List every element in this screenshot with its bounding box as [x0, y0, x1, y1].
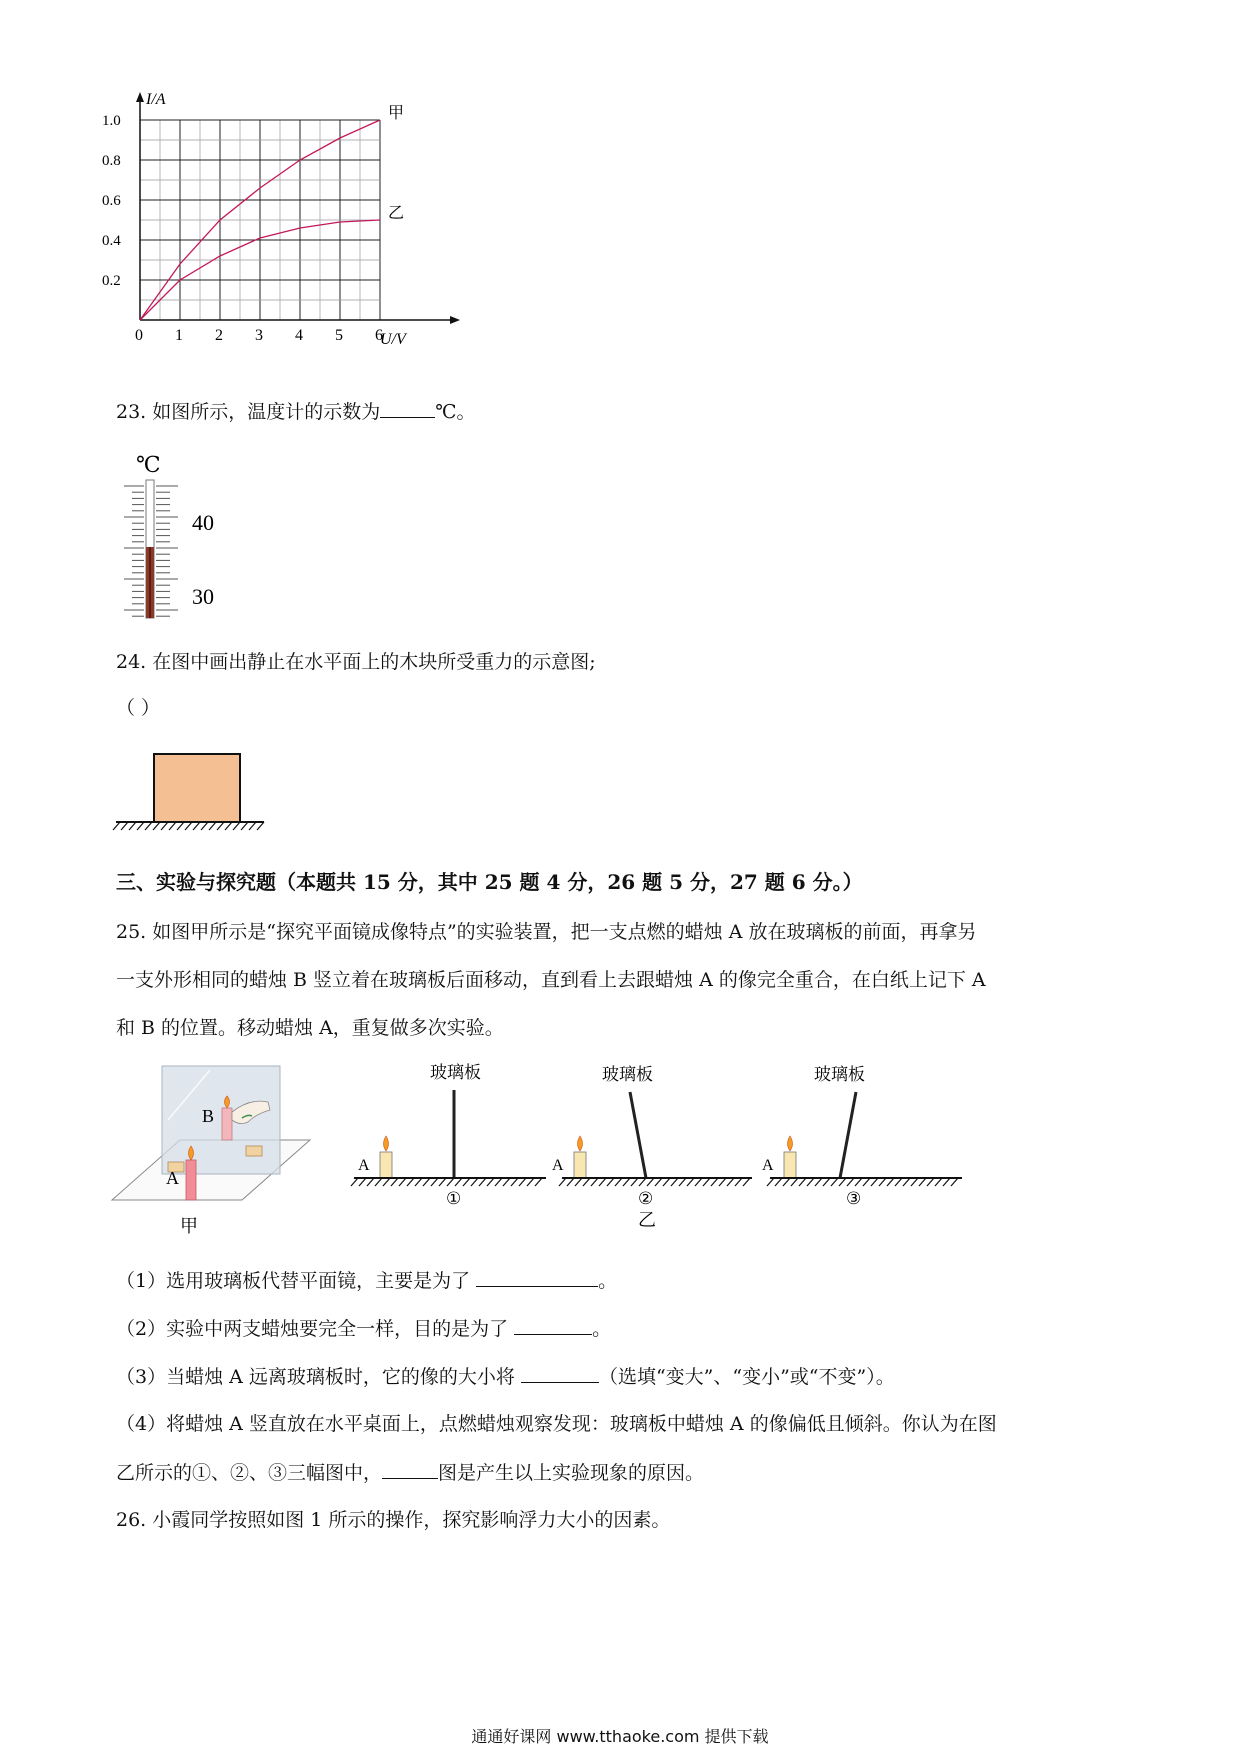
- hatch-mark: [719, 1178, 726, 1186]
- hatch-mark: [233, 822, 240, 830]
- hatch-mark: [631, 1178, 638, 1186]
- q23-text: 23. 如图所示，温度计的示数为: [116, 401, 381, 423]
- chart-axes: [136, 92, 460, 324]
- hatch-mark: [591, 1178, 598, 1186]
- hatch-mark: [383, 1178, 390, 1186]
- hatch-mark: [799, 1178, 806, 1186]
- chart-grid: [140, 120, 380, 320]
- setup-3-glass: [840, 1092, 856, 1178]
- hatch-mark: [815, 1178, 822, 1186]
- hatch-mark: [679, 1178, 686, 1186]
- hatch-mark: [943, 1178, 950, 1186]
- hatch-mark: [399, 1178, 406, 1186]
- q23-answer-blank[interactable]: [380, 397, 435, 418]
- y-axis-label: I/A: [146, 91, 166, 108]
- setup-2: [552, 1065, 752, 1230]
- hatch-mark: [129, 822, 136, 830]
- hatch-mark: [511, 1178, 518, 1186]
- y-tick-label: 0.2: [102, 273, 121, 289]
- thermometer-unit: ℃: [136, 452, 161, 477]
- setup-2-glass-label: 玻璃板: [602, 1065, 653, 1084]
- hatch-mark: [831, 1178, 838, 1186]
- setup-2-number: ②: [638, 1189, 654, 1208]
- hatch-mark: [351, 1178, 358, 1186]
- hatch-mark: [903, 1178, 910, 1186]
- hatch-mark: [145, 822, 152, 830]
- q25-sub-4-line-1: （4）将蜡烛 A 竖直放在水平桌面上，点燃蜡烛观察发现：玻璃板中蜡烛 A 的像偏低且倾斜。你认为在图: [116, 1413, 997, 1435]
- hatch-mark: [535, 1178, 542, 1186]
- q23-text-after: ℃。: [435, 401, 476, 423]
- y-tick-label: 0.8: [102, 153, 121, 169]
- q25-sub-4-end: 图是产生以上实验现象的原因。: [438, 1462, 705, 1484]
- wood-block: [154, 754, 240, 822]
- q25-sub-1-text: （1）选用玻璃板代替平面镜，主要是为了: [116, 1270, 471, 1292]
- q25-sub-4-text: 乙所示的①、②、③三幅图中，: [116, 1462, 383, 1484]
- x-axis-label: U/V: [380, 331, 406, 348]
- hatch-mark: [615, 1178, 622, 1186]
- hatch-mark: [495, 1178, 502, 1186]
- setup-1-label-a: A: [358, 1157, 370, 1174]
- q25-sub-4-line-2: [116, 1458, 704, 1487]
- hatch-mark: [367, 1178, 374, 1186]
- wood-block-figure: [112, 748, 272, 848]
- x-tick-label: 4: [295, 327, 303, 344]
- series-label-1: 甲: [388, 105, 405, 122]
- hatch-mark: [225, 822, 232, 830]
- hatch-mark: [249, 822, 256, 830]
- hatch-mark: [671, 1178, 678, 1186]
- q23-question: [116, 397, 476, 426]
- hatch-mark: [407, 1178, 414, 1186]
- label-b-jia: B: [202, 1106, 215, 1126]
- hatch-mark: [169, 822, 176, 830]
- hatch-mark: [791, 1178, 798, 1186]
- hatch-mark: [463, 1178, 470, 1186]
- hatch-mark: [113, 822, 120, 830]
- figure-jia: [110, 1060, 320, 1240]
- hatch-mark: [655, 1178, 662, 1186]
- q25-sub-2-text: （2）实验中两支蜡烛要完全一样，目的是为了: [116, 1318, 509, 1340]
- glass-plate: [162, 1066, 280, 1174]
- q25-sub-1-blank[interactable]: [476, 1266, 598, 1287]
- hatch-mark: [479, 1178, 486, 1186]
- q25-sub-1: [116, 1266, 617, 1295]
- hatch-mark: [137, 822, 144, 830]
- hatch-mark: [177, 822, 184, 830]
- hatch-mark: [879, 1178, 886, 1186]
- hatch-mark: [153, 822, 160, 830]
- hatch-mark: [575, 1178, 582, 1186]
- figure-yi: [350, 1058, 990, 1238]
- hatch-mark: [855, 1178, 862, 1186]
- setup-2-glass: [630, 1092, 646, 1178]
- y-tick-label: 0.6: [102, 193, 121, 209]
- x-tick-label: 1: [175, 327, 183, 344]
- hatch-mark: [599, 1178, 606, 1186]
- hatch-mark: [519, 1178, 526, 1186]
- q25-sub-2-end: 。: [592, 1318, 612, 1340]
- hatch-mark: [911, 1178, 918, 1186]
- hatch-mark: [847, 1178, 854, 1186]
- chart-ticks: [102, 113, 383, 344]
- hatch-mark: [423, 1178, 430, 1186]
- support-right: [246, 1146, 262, 1156]
- hatch-mark: [201, 822, 208, 830]
- x-tick-label: 3: [255, 327, 263, 344]
- hatch-mark: [567, 1178, 574, 1186]
- x-tick-label: 6: [375, 327, 383, 344]
- page-footer: 通通好课网 www.tthaoke.com 提供下载: [471, 1727, 769, 1746]
- setup-3: [762, 1065, 962, 1208]
- ground-hatching: [113, 822, 264, 830]
- iu-chart: [100, 90, 460, 390]
- hatch-mark: [775, 1178, 782, 1186]
- y-tick-label: 1.0: [102, 113, 121, 129]
- q24-question: 24. 在图中画出静止在水平面上的木块所受重力的示意图;: [116, 651, 596, 673]
- series-label-2: 乙: [388, 205, 405, 222]
- x-tick-label: 2: [215, 327, 223, 344]
- thermometer-label-30: 30: [192, 584, 214, 609]
- hatch-mark: [687, 1178, 694, 1186]
- hatch-mark: [193, 822, 200, 830]
- hatch-mark: [639, 1178, 646, 1186]
- setup-3-number: ③: [846, 1189, 862, 1208]
- q25-sub-3-blank[interactable]: [521, 1362, 599, 1383]
- hatch-mark: [439, 1178, 446, 1186]
- setup-1-candle: [380, 1152, 392, 1178]
- hatch-mark: [431, 1178, 438, 1186]
- hatch-mark: [871, 1178, 878, 1186]
- thermometer-figure: [110, 452, 230, 622]
- hatch-mark: [703, 1178, 710, 1186]
- candle-a: [186, 1160, 196, 1200]
- hatch-mark: [161, 822, 168, 830]
- candle-b: [222, 1108, 232, 1140]
- hatch-mark: [359, 1178, 366, 1186]
- label-a-jia: A: [166, 1168, 179, 1188]
- q26-question: 26. 小霞同学按照如图 1 所示的操作，探究影响浮力大小的因素。: [116, 1509, 671, 1531]
- hatch-mark: [607, 1178, 614, 1186]
- hatch-mark: [823, 1178, 830, 1186]
- hatch-mark: [471, 1178, 478, 1186]
- x-axis-arrow: [450, 316, 460, 324]
- hatch-mark: [257, 822, 264, 830]
- hatch-mark: [919, 1178, 926, 1186]
- figure-jia-caption: 甲: [180, 1216, 198, 1236]
- hatch-mark: [455, 1178, 462, 1186]
- thermometer-label-40: 40: [192, 510, 214, 535]
- q25-sub-3-end: （选填“变大”、“变小”或“不变”）。: [598, 1366, 895, 1388]
- setup-3-glass-label: 玻璃板: [814, 1065, 865, 1084]
- hatch-mark: [391, 1178, 398, 1186]
- q25-sub-2: [116, 1314, 611, 1343]
- q25-sub-2-blank[interactable]: [514, 1314, 592, 1335]
- hatch-mark: [887, 1178, 894, 1186]
- figure-yi-caption: 乙: [638, 1210, 656, 1230]
- hatch-mark: [375, 1178, 382, 1186]
- q25-sub-3-text: （3）当蜡烛 A 远离玻璃板时，它的像的大小将: [116, 1366, 515, 1388]
- hatch-mark: [185, 822, 192, 830]
- section-3-heading: 三、实验与探究题（本题共 15 分，其中 25 题 4 分，26 题 5 分，27 题 6 分。）: [116, 870, 863, 894]
- hatch-mark: [807, 1178, 814, 1186]
- q25-sub-1-end: 。: [598, 1270, 618, 1292]
- setup-2-candle: [574, 1152, 586, 1178]
- hatch-mark: [447, 1178, 454, 1186]
- y-axis-arrow: [136, 92, 144, 102]
- setup-1: [351, 1063, 546, 1208]
- setup-2-label-a: A: [552, 1157, 564, 1174]
- hatch-mark: [623, 1178, 630, 1186]
- hatch-mark: [695, 1178, 702, 1186]
- hatch-mark: [927, 1178, 934, 1186]
- hatch-mark: [783, 1178, 790, 1186]
- hatch-mark: [767, 1178, 774, 1186]
- q25-line-1: 25. 如图甲所示是“探究平面镜成像特点”的实验装置，把一支点燃的蜡烛 A 放在玻璃板的前面，再拿另: [116, 921, 977, 943]
- q25-line-3: 和 B 的位置。移动蜡烛 A，重复做多次实验。: [116, 1017, 504, 1039]
- hatch-mark: [711, 1178, 718, 1186]
- hatch-mark: [951, 1178, 958, 1186]
- setup-1-glass-label: 玻璃板: [430, 1063, 481, 1082]
- setup-3-candle: [784, 1152, 796, 1178]
- hatch-mark: [503, 1178, 510, 1186]
- hatch-mark: [727, 1178, 734, 1186]
- q25-line-2: 一支外形相同的蜡烛 B 竖立着在玻璃板后面移动，直到看上去跟蜡烛 A 的像完全重合，在白纸上记下 A: [116, 969, 986, 991]
- hatch-mark: [583, 1178, 590, 1186]
- setup-1-number: ①: [446, 1189, 462, 1208]
- setup-3-label-a: A: [762, 1157, 774, 1174]
- hatch-mark: [663, 1178, 670, 1186]
- y-tick-label: 0.4: [102, 233, 121, 249]
- hatch-mark: [217, 822, 224, 830]
- hatch-mark: [241, 822, 248, 830]
- hatch-mark: [121, 822, 128, 830]
- hatch-mark: [487, 1178, 494, 1186]
- hatch-mark: [559, 1178, 566, 1186]
- q24-answer-paren: （ ）: [116, 697, 161, 719]
- q25-sub-4-blank[interactable]: [382, 1458, 438, 1479]
- hatch-mark: [863, 1178, 870, 1186]
- hatch-mark: [935, 1178, 942, 1186]
- hatch-mark: [735, 1178, 742, 1186]
- hatch-mark: [415, 1178, 422, 1186]
- q25-sub-3: [116, 1362, 895, 1391]
- hatch-mark: [839, 1178, 846, 1186]
- hatch-mark: [895, 1178, 902, 1186]
- hatch-mark: [527, 1178, 534, 1186]
- hatch-mark: [743, 1178, 750, 1186]
- x-tick-label: 5: [335, 327, 343, 344]
- hatch-mark: [209, 822, 216, 830]
- hatch-mark: [647, 1178, 654, 1186]
- x-tick-label: 0: [135, 327, 143, 344]
